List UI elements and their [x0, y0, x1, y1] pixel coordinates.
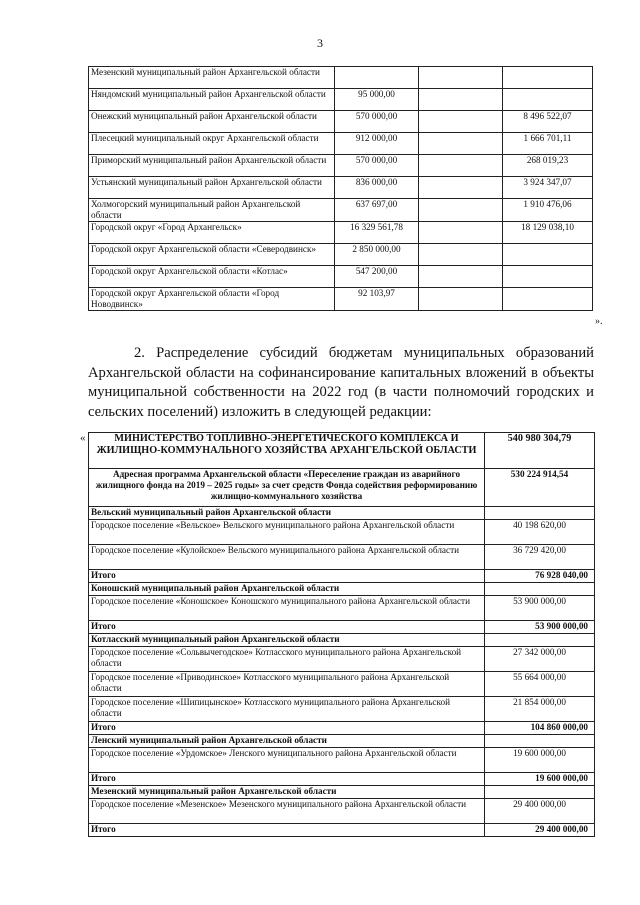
subsidy-value-col2: 547 200,00	[335, 266, 419, 288]
settlement-name: Городское поселение «Урдомское» Ленского муниципального района Архангельской области	[89, 748, 485, 773]
subsidy-value-col4	[503, 244, 593, 266]
subsidy-value-col4	[503, 288, 593, 311]
total-label: Итого	[89, 773, 485, 786]
total-value: 53 900 000,00	[485, 621, 595, 634]
total-label: Итого	[89, 824, 485, 837]
settlement-value: 21 854 000,00	[485, 697, 595, 722]
district-value-empty	[485, 634, 595, 647]
subsidy-value-col2: 836 000,00	[335, 177, 419, 199]
subsidy-value-col3	[419, 199, 503, 222]
district-header-row	[89, 735, 595, 748]
subsidy-value-col4: 8 496 522,07	[503, 111, 593, 133]
ministry-value: 540 980 304,79	[485, 433, 595, 469]
subsidy-value-col2: 570 000,00	[335, 155, 419, 177]
total-row	[89, 722, 595, 735]
table-row	[89, 288, 593, 311]
subsidy-value-col3	[419, 89, 503, 111]
total-value: 76 928 040,00	[485, 570, 595, 583]
subsidy-value-col3	[419, 244, 503, 266]
district-name: Коношский муниципальный район Архангельской области	[89, 583, 485, 596]
municipality-name: Приморский муниципальный район Архангельской области	[89, 155, 335, 177]
subsidy-value-col4	[503, 89, 593, 111]
table-row	[89, 111, 593, 133]
settlement-name: Городское поселение «Вельское» Вельского муниципального района Архангельской области	[89, 520, 485, 545]
municipality-name: Городской округ Архангельской области «Котлас»	[89, 266, 335, 288]
subsidy-value-col4	[503, 266, 593, 288]
subsidy-value-col4: 1 910 476,06	[503, 199, 593, 222]
settlement-value: 55 664 000,00	[485, 672, 595, 697]
subsidy-value-col3	[419, 133, 503, 155]
paragraph-2: 2. Распределение субсидий бюджетам муниципальных образований Архангельской области на софинансирование капитальных вложений в объекты муниципальной собственности на 2022 год (в части полномочий городских и сельских поселений) изложить в следующей редакции:	[88, 345, 594, 420]
subsidy-value-col3	[419, 288, 503, 311]
settlement-value: 27 342 000,00	[485, 647, 595, 672]
subsidy-value-col3	[419, 67, 503, 89]
municipality-name: Холмогорский муниципальный район Архангельской области	[89, 199, 335, 222]
district-value-empty	[485, 583, 595, 596]
subsidy-value-col4: 268 019,23	[503, 155, 593, 177]
district-name: Вельский муниципальный район Архангельской области	[89, 507, 485, 520]
table-row	[89, 155, 593, 177]
settlement-value: 53 900 000,00	[485, 596, 595, 621]
program-value: 530 224 914,54	[485, 469, 595, 507]
subsidy-value-col2: 912 000,00	[335, 133, 419, 155]
total-value: 104 860 000,00	[485, 722, 595, 735]
total-row	[89, 621, 595, 634]
total-row	[89, 824, 595, 837]
program-name: Адресная программа Архангельской области «Переселение граждан из аварийного жилищного фонда на 2019 – 2025 годы» за счет средств Фонда содействия реформированию жилищно-коммунального хозяйства	[89, 469, 485, 507]
settlement-row	[89, 799, 595, 824]
settlement-row	[89, 596, 595, 621]
subsidy-value-col2	[335, 67, 419, 89]
closing-quote: ».	[595, 316, 603, 327]
subsidy-value-col3	[419, 177, 503, 199]
district-value-empty	[485, 786, 595, 799]
settlement-name: Городское поселение «Сольвычегодское» Котласского муниципального района Архангельской области	[89, 647, 485, 672]
subsidy-value-col4: 1 666 701,11	[503, 133, 593, 155]
settlement-value: 19 600 000,00	[485, 748, 595, 773]
municipality-name: Городской округ «Город Архангельск»	[89, 222, 335, 244]
district-value-empty	[485, 507, 595, 520]
page-number: 3	[317, 36, 323, 50]
settlement-name: Городское поселение «Приводинское» Котласского муниципального района Архангельской области	[89, 672, 485, 697]
settlement-value: 40 198 620,00	[485, 520, 595, 545]
district-header-row	[89, 786, 595, 799]
subsidy-value-col2: 95 000,00	[335, 89, 419, 111]
municipality-name: Мезенский муниципальный район Архангельской области	[89, 67, 335, 89]
capital-investment-subsidy-table	[88, 432, 595, 837]
subsidy-value-col2: 16 329 561,78	[335, 222, 419, 244]
opening-quote: «	[80, 432, 86, 444]
total-row	[89, 570, 595, 583]
settlement-name: Городское поселение «Коношское» Коношского муниципального района Архангельской области	[89, 596, 485, 621]
table-row	[89, 133, 593, 155]
district-name: Ленский муниципальный район Архангельской области	[89, 735, 485, 748]
district-value-empty	[485, 735, 595, 748]
total-label: Итого	[89, 570, 485, 583]
municipality-name: Плесецкий муниципальный округ Архангельской области	[89, 133, 335, 155]
settlement-row	[89, 748, 595, 773]
municipal-subsidy-table-continued	[88, 66, 593, 311]
settlement-name: Городское поселение «Мезенское» Мезенского муниципального района Архангельской области	[89, 799, 485, 824]
total-label: Итого	[89, 621, 485, 634]
settlement-row	[89, 672, 595, 697]
municipality-name: Устьянский муниципальный район Архангельской области	[89, 177, 335, 199]
table-row	[89, 177, 593, 199]
municipality-name: Городской округ Архангельской области «Город Новодвинск»	[89, 288, 335, 311]
table-row	[89, 222, 593, 244]
district-name: Котласский муниципальный район Архангельской области	[89, 634, 485, 647]
municipality-name: Онежский муниципальный район Архангельской области	[89, 111, 335, 133]
total-label: Итого	[89, 722, 485, 735]
subsidy-value-col3	[419, 111, 503, 133]
subsidy-value-col4	[503, 67, 593, 89]
subsidy-value-col2: 637 697,00	[335, 199, 419, 222]
subsidy-value-col3	[419, 155, 503, 177]
settlement-value: 29 400 000,00	[485, 799, 595, 824]
subsidy-value-col2: 2 850 000,00	[335, 244, 419, 266]
total-row	[89, 773, 595, 786]
district-header-row	[89, 507, 595, 520]
settlement-name: Городское поселение «Шипицынское» Котласского муниципального района Архангельской области	[89, 697, 485, 722]
table-row	[89, 244, 593, 266]
subsidy-value-col3	[419, 266, 503, 288]
subsidy-value-col4: 3 924 347,07	[503, 177, 593, 199]
settlement-name: Городское поселение «Кулойское» Вельского муниципального района Архангельской области	[89, 545, 485, 570]
settlement-row	[89, 647, 595, 672]
settlement-row	[89, 697, 595, 722]
district-header-row	[89, 634, 595, 647]
table-row	[89, 67, 593, 89]
total-value: 29 400 000,00	[485, 824, 595, 837]
subsidy-value-col4: 18 129 038,10	[503, 222, 593, 244]
district-name: Мезенский муниципальный район Архангельской области	[89, 786, 485, 799]
ministry-name: МИНИСТЕРСТВО ТОПЛИВНО-ЭНЕРГЕТИЧЕСКОГО КОМПЛЕКСА И ЖИЛИЩНО-КОММУНАЛЬНОГО ХОЗЯЙСТВА АРХАНГЕЛЬСКОЙ ОБЛАСТИ	[89, 433, 485, 469]
subsidy-value-col3	[419, 222, 503, 244]
program-row	[89, 469, 595, 507]
settlement-value: 36 729 420,00	[485, 545, 595, 570]
district-header-row	[89, 583, 595, 596]
table-row	[89, 89, 593, 111]
municipality-name: Няндомский муниципальный район Архангельской области	[89, 89, 335, 111]
subsidy-value-col2: 570 000,00	[335, 111, 419, 133]
municipality-name: Городской округ Архангельской области «Северодвинск»	[89, 244, 335, 266]
ministry-row	[89, 433, 595, 469]
total-value: 19 600 000,00	[485, 773, 595, 786]
settlement-row	[89, 520, 595, 545]
table-row	[89, 199, 593, 222]
settlement-row	[89, 545, 595, 570]
table-row	[89, 266, 593, 288]
subsidy-value-col2: 92 103,97	[335, 288, 419, 311]
